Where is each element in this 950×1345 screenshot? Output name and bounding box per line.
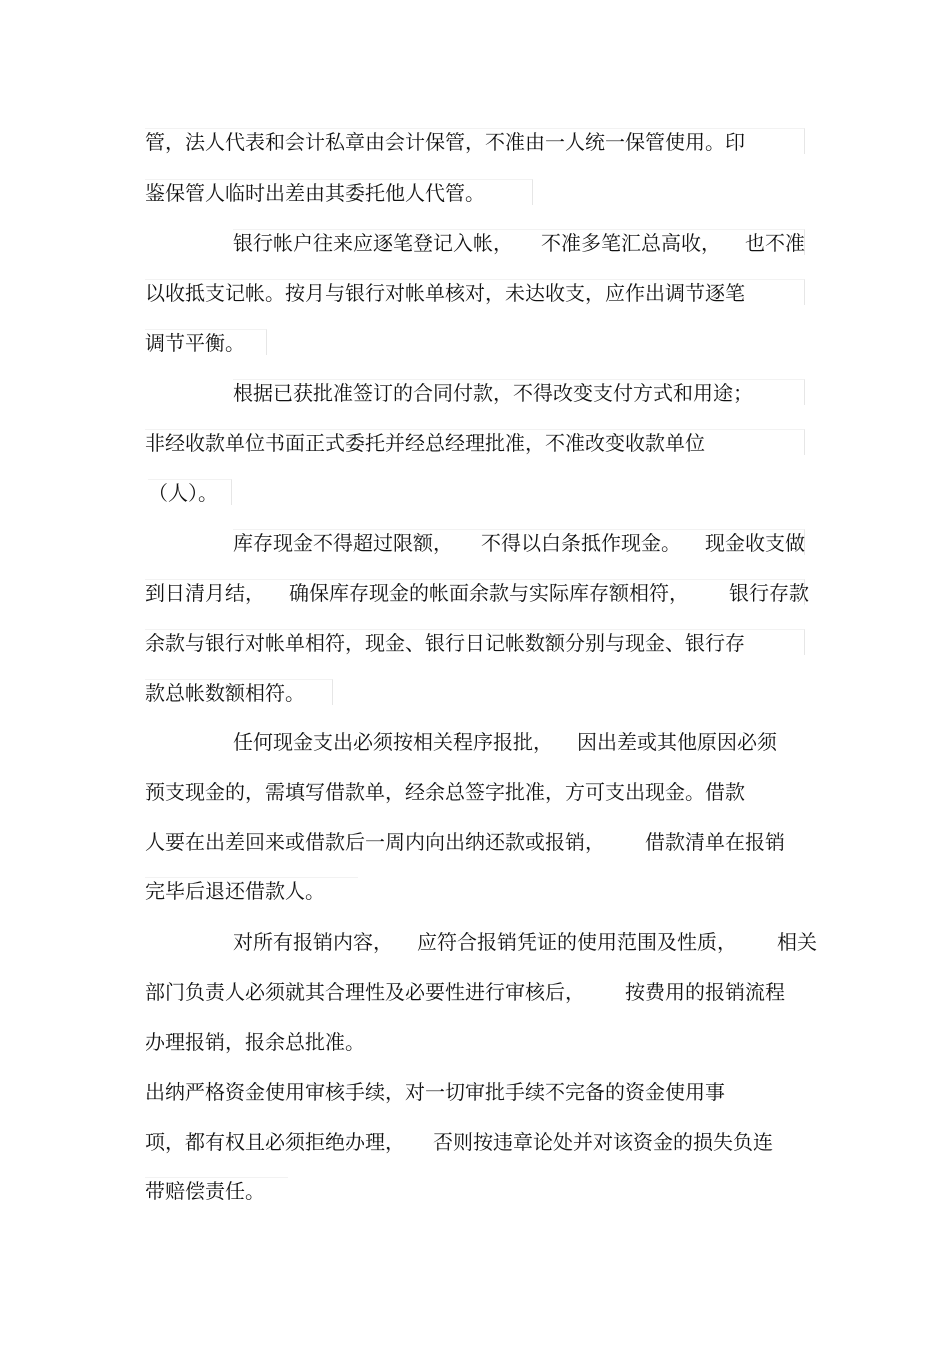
text-line	[145, 629, 805, 655]
text-run: 按费用的报销流程	[625, 980, 785, 1004]
text-line	[145, 1129, 805, 1155]
paragraph-first-line	[233, 379, 805, 405]
text-run: 完毕后退还借款人。	[145, 879, 325, 903]
text-run: 带赔偿责任。	[145, 1179, 265, 1203]
text-run: 根据已获批准签订的合同付款，不得改变支付方式和用途；	[233, 381, 753, 405]
text-run: 余款与银行对帐单相符，现金、银行日记帐数额分别与现金、银行存	[145, 631, 745, 655]
text-line	[145, 877, 358, 903]
text-line	[145, 279, 805, 305]
paragraph-first-line	[233, 929, 817, 955]
text-run: 否则按违章论处并对该资金的损失负连	[433, 1130, 773, 1154]
text-line	[145, 128, 805, 154]
text-line	[145, 829, 805, 855]
text-run: 库存现金不得超过限额，	[233, 531, 453, 555]
text-run: 到日清月结，	[145, 581, 265, 605]
text-run: 借款清单在报销	[645, 830, 785, 854]
text-run: 现金收支做	[705, 531, 805, 555]
text-run: 银行存款	[729, 581, 809, 605]
text-run: 也不准	[745, 231, 805, 255]
text-run: 项，都有权且必须拒绝办理，	[145, 1130, 405, 1154]
text-line	[145, 329, 267, 355]
text-run: 银行帐户往来应逐笔登记入帐，	[233, 231, 513, 255]
text-run: 管，法人代表和会计私章由会计保管，不准由一人统一保管使用。印	[145, 130, 745, 154]
text-line	[145, 1029, 805, 1055]
text-line	[145, 1177, 288, 1203]
paragraph-first-line	[145, 1079, 805, 1105]
text-run: 调节平衡。	[145, 331, 245, 355]
text-line	[145, 179, 533, 205]
text-run: 应符合报销凭证的使用范围及性质，	[417, 930, 737, 954]
text-run: 确保库存现金的帐面余款与实际库存额相符，	[289, 581, 689, 605]
text-run: 办理报销，报余总批准。	[145, 1030, 365, 1054]
paragraph-first-line	[233, 229, 805, 255]
text-run: 出纳严格资金使用审核手续，对一切审批手续不完备的资金使用事	[145, 1080, 725, 1104]
text-run: 不准多笔汇总高收，	[541, 231, 721, 255]
text-run: 相关	[777, 930, 817, 954]
text-run: 因出差或其他原因必须	[577, 730, 777, 754]
text-run: 非经收款单位书面正式委托并经总经理批准，不准改变收款单位	[145, 431, 705, 455]
text-run: 款总帐数额相符。	[145, 681, 305, 705]
text-line	[148, 479, 232, 505]
paragraph-first-line	[233, 729, 805, 755]
text-line	[145, 979, 805, 1005]
paragraph-first-line	[233, 529, 805, 555]
text-run: 任何现金支出必须按相关程序报批，	[233, 730, 553, 754]
text-line	[145, 779, 805, 805]
text-run: 鉴保管人临时出差由其委托他人代管。	[145, 181, 485, 205]
text-run: 对所有报销内容，	[233, 930, 393, 954]
text-run: 不得以白条抵作现金。	[481, 531, 681, 555]
text-run: （人）。	[148, 481, 218, 505]
text-line	[145, 679, 333, 705]
text-run: 人要在出差回来或借款后一周内向出纳还款或报销，	[145, 830, 605, 854]
text-line	[145, 429, 805, 455]
text-line	[145, 579, 809, 605]
text-run: 以收抵支记帐。按月与银行对帐单核对，未达收支，应作出调节逐笔	[145, 281, 745, 305]
text-run: 预支现金的，需填写借款单，经余总签字批准，方可支出现金。借款	[145, 780, 745, 804]
text-run: 部门负责人必须就其合理性及必要性进行审核后，	[145, 980, 585, 1004]
